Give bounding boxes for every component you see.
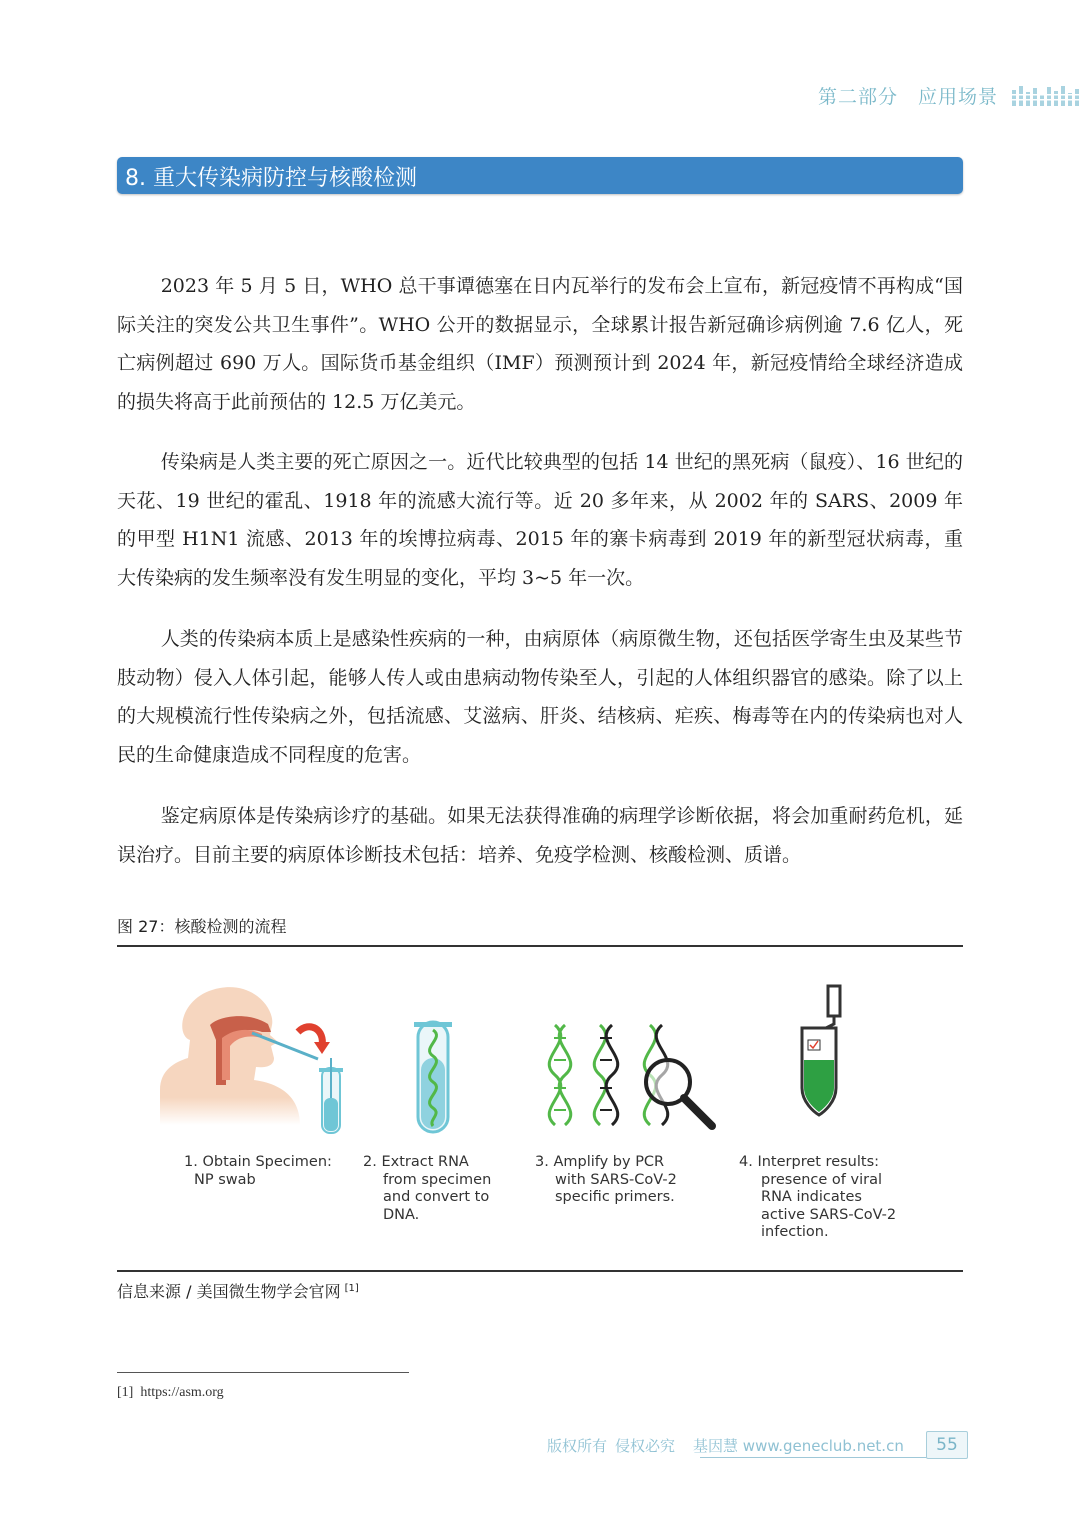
header-part-label: 第二部分: [817, 86, 898, 108]
magnifier-icon: [646, 1060, 712, 1126]
pcr-tube-icon: [802, 986, 840, 1115]
step-3-label: 3. Amplify by PCR with SARS-CoV-2 specific primers.: [535, 1154, 677, 1205]
figure-bottom-rule: [117, 1270, 963, 1272]
section-title: 8. 重大传染病防控与核酸检测: [125, 166, 417, 191]
header-bars-icon: [1010, 84, 1080, 106]
page-number: 55: [926, 1431, 968, 1459]
footer-copyright: [547, 1435, 904, 1456]
footer-rights-text: 侵权必究: [615, 1437, 676, 1455]
test-tube-icon: [414, 1022, 452, 1132]
paragraph-3: 人类的传染病本质上是感染性疾病的一种，由病原体（病原微生物，还包括医学寄生虫及某些节肢动物）侵入人体引起，能够人传人或由患病动物传染至人，引起的人体组织器官的感染。除了以上的大规模流行性传染病之外，包括流感、艾滋病、肝炎、结核病、疟疾、梅毒等在内的传染病也对人民的生命健康造成不同程度的危害。: [117, 628, 963, 766]
header-section-label: 应用场景: [917, 86, 998, 108]
footer-site[interactable]: 基因慧 www.geneclub.net.cn: [693, 1437, 904, 1455]
running-header: [818, 82, 998, 109]
source-ref: [1]: [344, 1282, 359, 1294]
step-4-label: 4. Interpret results: presence of viral RNA indicates active SARS-CoV-2 infection.: [739, 1154, 897, 1240]
footer-copyright-text: 版权所有: [547, 1437, 608, 1455]
paragraph-4: 鉴定病原体是传染病诊疗的基础。如果无法获得准确的病理学诊断依据，将会加重耐药危机，延误治疗。目前主要的病原体诊断技术包括：培养、免疫学检测、核酸检测、质谱。: [117, 805, 963, 866]
footnote-link[interactable]: https://asm.org: [140, 1385, 224, 1400]
footnote-ref: [1]: [117, 1385, 134, 1400]
figure-top-rule: [117, 945, 963, 947]
paragraph-1: 2023 年 5 月 5 日，WHO 总干事谭德塞在日内瓦举行的发布会上宣布，新冠疫情不再构成“国际关注的突发公共卫生事件”。WHO 公开的数据显示，全球累计报告新冠确诊病例逾 7.6 亿人，死亡病例超过 690 万人。国际货币基金组织（IMF）预测预计到 2024 年，新冠疫情给全球经济造成的损失将高于此前预估的 12.5 万亿美元。: [117, 275, 963, 413]
source-text: 信息来源 / 美国微生物学会官网: [117, 1282, 341, 1301]
footnote-rule: [117, 1372, 409, 1373]
nasal-swab-icon: [160, 987, 343, 1133]
figure-source: [117, 1279, 359, 1302]
step-1-label: 1. Obtain Specimen: NP swab: [184, 1154, 332, 1188]
section-title-bar: [117, 157, 963, 194]
figure-caption: 图 27：核酸检测的流程: [117, 917, 287, 936]
footnote: [117, 1385, 224, 1401]
step-2-label: 2. Extract RNA from specimen and convert to DNA.: [363, 1154, 492, 1223]
figure-illustration: [150, 980, 940, 1140]
paragraph-2: 传染病是人类主要的死亡原因之一。近代比较典型的包括 14 世纪的黑死病（鼠疫）、16 世纪的天花、19 世纪的霍乱、1918 年的流感大流行等。近 20 多年来，从 2002 年的 SARS、2009 年的甲型 H1N1 流感、2013 年的埃博拉病毒、2015 年的寨卡病毒到 2019 年的新型冠状病毒，重大传染病的发生频率没有发生明显的变化，平均 3~5 年一次。: [117, 451, 963, 589]
